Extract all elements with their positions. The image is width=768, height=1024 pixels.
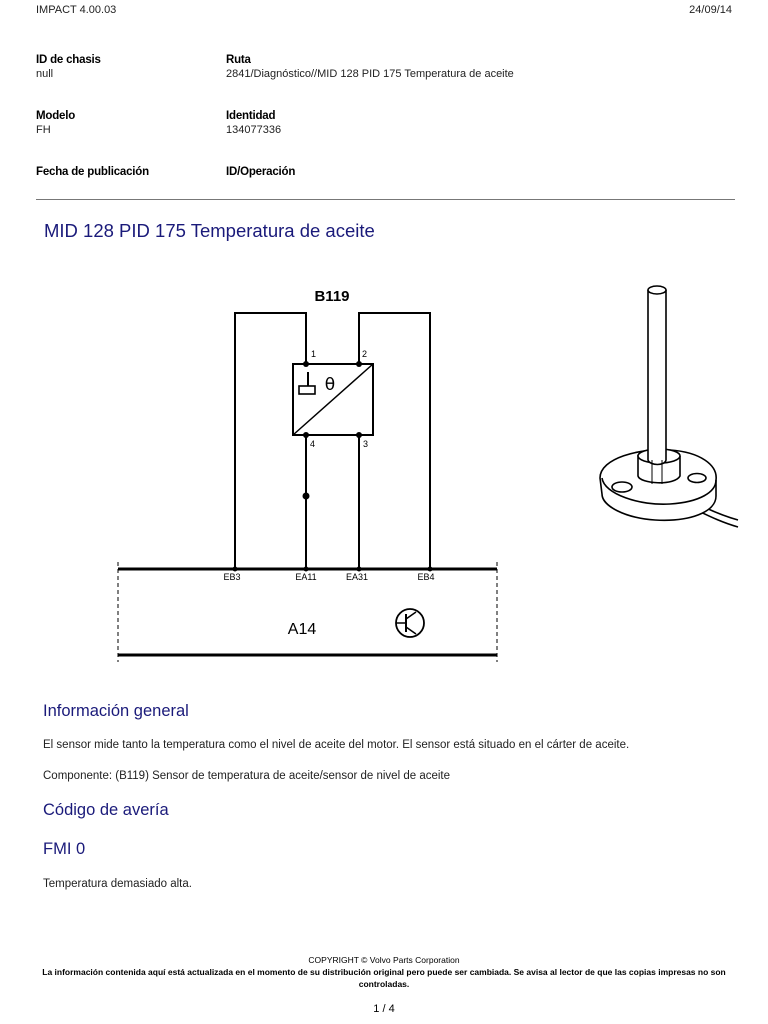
model-cell xyxy=(36,110,226,136)
chassis-cell xyxy=(36,54,226,80)
page-title: MID 128 PID 175 Temperatura de aceite xyxy=(44,220,375,241)
identity-cell xyxy=(226,110,726,136)
section-heading-fault: Código de avería xyxy=(43,801,169,819)
top-bar xyxy=(36,4,732,18)
chassis-label: ID de chasis xyxy=(36,54,101,66)
connector-label: EB3 xyxy=(223,572,241,582)
operation-label: ID/Operación xyxy=(226,166,296,178)
meta-row xyxy=(36,166,736,222)
general-text-2: Componente: (B119) Sensor de temperatura de aceite/sensor de nivel de aceite xyxy=(43,770,451,782)
component-label: B119 xyxy=(314,288,350,305)
header-divider xyxy=(36,199,735,200)
operation-cell xyxy=(226,166,726,178)
footer xyxy=(36,954,732,990)
fmi-text: Temperatura demasiado alta. xyxy=(43,878,192,890)
wire-eb3 xyxy=(235,313,306,568)
route-value: 2841/Diagnóstico//MID 128 PID 175 Temperatura de aceite xyxy=(226,68,514,80)
page-number: 1 / 4 xyxy=(373,1003,395,1015)
model-label: Modelo xyxy=(36,110,76,122)
meta-row xyxy=(36,110,736,166)
section-heading-fmi: FMI 0 xyxy=(43,840,86,858)
pin-label: 4 xyxy=(310,439,316,449)
pin-label: 3 xyxy=(363,439,369,449)
wire-eb4 xyxy=(359,313,430,568)
section-heading-general: Información general xyxy=(43,702,189,720)
wiring-diagram xyxy=(110,276,510,666)
connector-label: EA11 xyxy=(295,572,317,582)
app-version: IMPACT 4.00.03 xyxy=(36,4,117,16)
copyright: COPYRIGHT © Volvo Parts Corporation xyxy=(308,955,460,965)
identity-value: 134077336 xyxy=(226,124,282,136)
connector-label: EA31 xyxy=(345,572,369,582)
connector-label: EB4 xyxy=(417,572,435,582)
chassis-value: null xyxy=(36,68,54,80)
disclaimer: La información contenida aquí está actualizada en el momento de su distribución original pero puede ser cambiada. Se avisa al lector de que las copias impresas no son controladas. xyxy=(42,967,726,989)
print-date: 24/09/14 xyxy=(689,4,732,16)
pubdate-label: Fecha de publicación xyxy=(36,166,149,178)
model-value: FH xyxy=(36,124,51,136)
sensor-illustration xyxy=(590,280,740,530)
route-cell xyxy=(226,54,726,80)
meta-row xyxy=(36,54,736,110)
identity-label: Identidad xyxy=(226,110,276,122)
general-text-1: El sensor mide tanto la temperatura como el nivel de aceite del motor. El sensor está situado en el cárter de aceite. xyxy=(43,739,630,751)
pin-label: 1 xyxy=(311,349,317,359)
metadata-table xyxy=(36,54,736,222)
pubdate-cell xyxy=(36,166,226,178)
unit-label: A14 xyxy=(287,621,317,638)
route-label: Ruta xyxy=(226,54,251,66)
splice-dot xyxy=(303,493,310,500)
theta-symbol: θ xyxy=(324,375,336,395)
pin-label: 2 xyxy=(362,349,368,359)
